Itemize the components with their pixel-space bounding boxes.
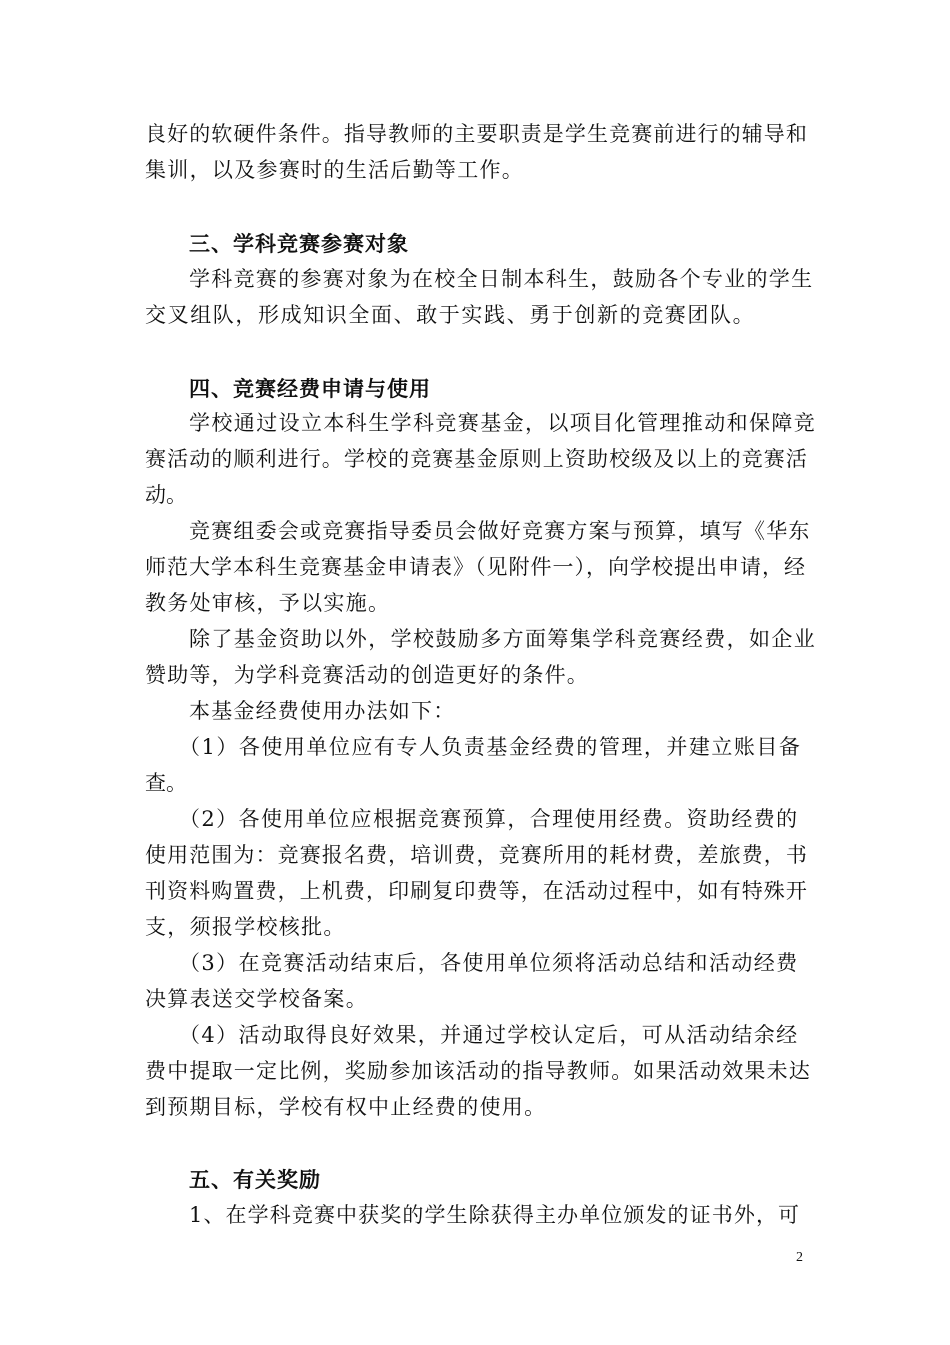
body-text-line: 动。 xyxy=(145,483,187,507)
list-item-line: 费中提取一定比例，奖励参加该活动的指导教师。如果活动效果未达 xyxy=(145,1059,811,1083)
list-item-line: 刊资料购置费，上机费，印刷复印费等，在活动过程中，如有特殊开 xyxy=(145,879,808,903)
section-heading: 三、学科竞赛参赛对象 xyxy=(189,231,409,256)
list-item-line: （1）各使用单位应有专人负责基金经费的管理，并建立账目备 xyxy=(179,735,802,759)
body-text-line: 良好的软硬件条件。指导教师的主要职责是学生竞赛前进行的辅导和 xyxy=(145,122,808,146)
body-text-line: 教务处审核，予以实施。 xyxy=(145,591,391,615)
body-text-line: 赞助等，为学科竞赛活动的创造更好的条件。 xyxy=(145,663,589,687)
list-item-line: （3）在竞赛活动结束后，各使用单位须将活动总结和活动经费 xyxy=(179,951,799,975)
section-heading: 四、竞赛经费申请与使用 xyxy=(189,376,431,401)
list-item-line: 到预期目标，学校有权中止经费的使用。 xyxy=(145,1095,547,1119)
body-text-line: 师范大学本科生竞赛基金申请表》（见附件一），向学校提出申请，经 xyxy=(145,555,806,579)
list-item-line: 使用范围为：竞赛报名费，培训费，竞赛所用的耗材费，差旅费，书 xyxy=(145,843,808,867)
list-item-line: 查。 xyxy=(145,771,187,795)
list-item-line: （4）活动取得良好效果，并通过学校认定后，可从活动结余经 xyxy=(179,1023,799,1047)
body-text-line: 学校通过设立本科生学科竞赛基金，以项目化管理推动和保障竞 xyxy=(189,411,817,435)
body-text-line: 本基金经费使用办法如下： xyxy=(189,699,456,723)
body-text-line: 竞赛组委会或竞赛指导委员会做好竞赛方案与预算，填写《华东 xyxy=(189,519,811,543)
section-heading: 五、有关奖励 xyxy=(189,1167,321,1192)
page-number: 2 xyxy=(796,1250,803,1265)
list-item-line: 支，须报学校核批。 xyxy=(145,915,346,939)
body-text-line: 赛活动的顺利进行。学校的竞赛基金原则上资助校级及以上的竞赛活 xyxy=(145,447,808,471)
body-text-line: 除了基金资助以外，学校鼓励多方面筹集学科竞赛经费，如企业 xyxy=(189,627,817,651)
list-item-line: （2）各使用单位应根据竞赛预算，合理使用经费。资助经费的 xyxy=(179,807,799,831)
list-item-line: 决算表送交学校备案。 xyxy=(145,987,368,1011)
body-text-line: 学科竞赛的参赛对象为在校全日制本科生，鼓励各个专业的学生 xyxy=(189,267,814,291)
body-text-line: 交叉组队，形成知识全面、敢于实践、勇于创新的竞赛团队。 xyxy=(145,303,756,327)
body-text-line: 集训，以及参赛时的生活后勤等工作。 xyxy=(145,158,525,182)
body-text-line: 1、在学科竞赛中获奖的学生除获得主办单位颁发的证书外，可 xyxy=(189,1203,801,1227)
